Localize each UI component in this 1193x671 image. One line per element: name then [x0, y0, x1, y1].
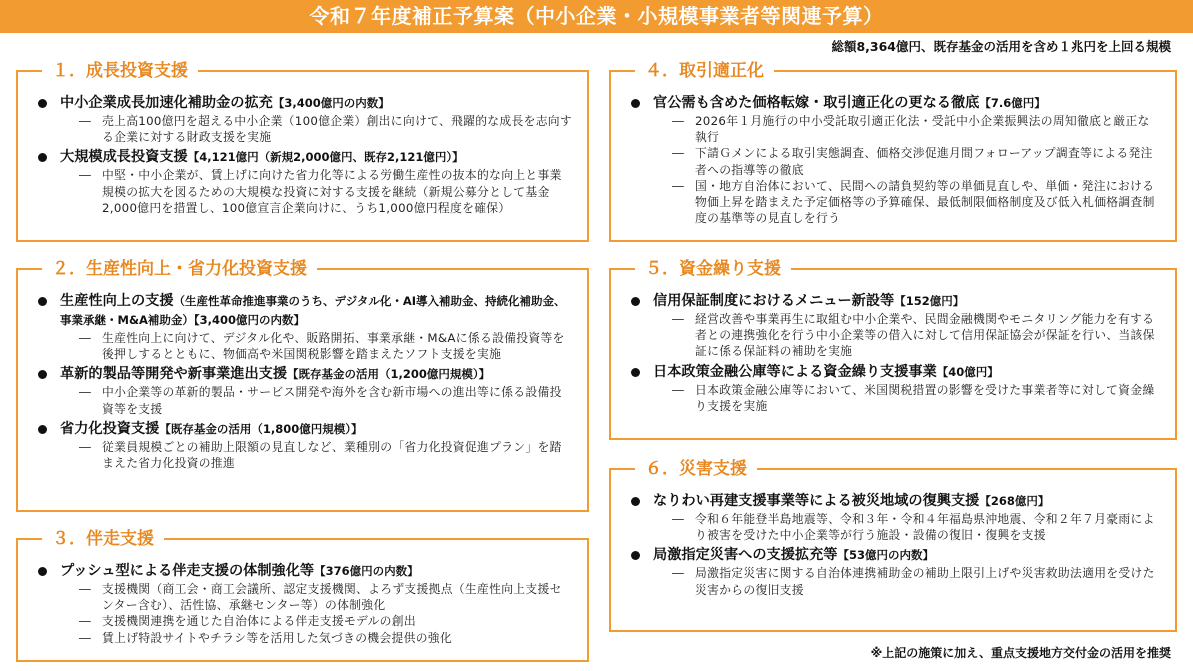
bullet-icon [631, 99, 640, 108]
measure-heading [34, 94, 573, 113]
measure-title: 生産性向上の支援 [60, 293, 174, 309]
total-budget-subtitle: 総額8,364億円、既存基金の活用を含め１兆円を上回る規模 [831, 39, 1171, 54]
bullet-icon [38, 153, 47, 162]
dash-icon: ― [78, 614, 92, 629]
measure-title: 官公需も含めた価格転嫁・取引適正化の更なる徹底 [653, 95, 980, 111]
measure-detail [627, 511, 1161, 543]
measure-detail [34, 581, 573, 613]
footer-note: ※上記の施策に加え、重点支援地方交付金の活用を推奨 [870, 646, 1171, 660]
dash-icon: ― [671, 114, 685, 128]
detail-text: 下請Ｇメンによる取引実態調査、価格交渉促進月間フォローアップ調査等による発注者への指導等の徹底 [695, 146, 1153, 177]
section-title: １．成長投資支援 [42, 58, 198, 84]
detail-text: 経営改善や事業再生に取組む中小企業や、民間金融機関やモニタリング能力を有する者との連携強化を行う中小企業等の借入に対して信用保証協会が保証を行い、当該保証に係る保証料の補助を実施 [695, 312, 1155, 359]
bullet-icon [631, 297, 640, 306]
measure-title: 大規模成長投資支援 [60, 149, 188, 166]
section-title: ４．取引適正化 [635, 58, 774, 84]
dash-icon: ― [78, 168, 92, 183]
measure-item [34, 94, 573, 145]
bullet-icon [38, 99, 47, 108]
detail-text: 局激指定災害に関する自治体連携補助金の補助上限引上げや災害救助法適用を受けた災害からの復旧支援 [695, 566, 1155, 597]
measure-note: （生産性革命推進事業のうち、デジタル化・AI導入補助金、持続化補助金、事業承継・M&A補助金） [60, 294, 566, 327]
measure-title: 革新的製品等開発や新事業進出支援 [60, 366, 288, 383]
measure-heading [34, 292, 573, 330]
measure-detail [627, 382, 1161, 414]
dash-icon: ― [671, 178, 685, 193]
measure-heading [627, 492, 1161, 511]
measure-detail [627, 178, 1161, 227]
measure-detail [627, 565, 1161, 597]
measure-title: 局激指定災害への支援拡充等 [653, 547, 838, 564]
detail-text: 中小企業等の革新的製品・サービス開発や海外を含む新市場への進出等に係る設備投資等を支援 [102, 385, 562, 416]
dash-icon: ― [671, 512, 685, 526]
dash-icon: ― [671, 566, 685, 581]
measure-heading [627, 94, 1161, 113]
budget-amount: 【7.6億円】 [979, 96, 1046, 110]
section-content [34, 562, 573, 649]
measure-detail [34, 167, 573, 216]
budget-amount: 【53億円の内数】 [837, 548, 934, 563]
measure-detail [34, 613, 573, 629]
measure-title: 省力化投資支援 [60, 420, 160, 437]
dash-icon: ― [78, 385, 92, 400]
detail-text: 2026年１月施行の中小受託取引適正化法・受託中小企業振興法の周知徹底と厳正な執行 [695, 114, 1150, 145]
section-box [16, 61, 589, 242]
measure-heading [34, 365, 573, 384]
budget-amount: 【3,400億円の内数】 [272, 96, 390, 110]
detail-text: 従業員規模ごとの補助上限額の見直しなど、業種別の「省力化投資促進プラン」を踏まえた省力化投資の推進 [102, 439, 562, 471]
budget-amount: 【40億円】 [936, 364, 999, 379]
measure-detail [34, 330, 573, 362]
detail-text: 売上高100億円を超える中小企業（100億企業）創出に向けて、飛躍的な成長を志向する企業に対する財政支援を実施 [102, 114, 572, 145]
budget-amount: 【4,121億円（新規2,000億円、既存2,121億円）】 [187, 150, 464, 165]
measure-detail [627, 145, 1161, 177]
measure-item [34, 148, 573, 216]
budget-amount: 【3,400億円の内数】 [193, 313, 305, 327]
budget-amount: 【既存基金の活用（1,800億円規模）】 [159, 421, 363, 436]
section-title: ６．災害支援 [635, 456, 757, 482]
measure-detail [627, 311, 1161, 360]
budget-amount: 【268億円】 [979, 494, 1050, 508]
bullet-icon [631, 368, 640, 377]
bullet-icon [38, 567, 47, 576]
section-title: ３．伴走支援 [42, 526, 164, 552]
dash-icon: ― [78, 331, 92, 345]
section-content [34, 94, 573, 219]
measure-heading [627, 292, 1161, 311]
measure-heading [627, 546, 1161, 565]
detail-text: 令和６年能登半島地震等、令和３年・令和４年福島県沖地震、令和２年７月豪雨により被害を受けた中小企業等が行う施設・設備の復旧・復興を支援 [695, 512, 1155, 543]
bullet-icon [38, 425, 47, 434]
section-content [627, 292, 1161, 417]
page-title: 令和７年度補正予算案（中小企業・小規模事業者等関連予算） [0, 0, 1193, 33]
dash-icon: ― [671, 146, 685, 161]
bullet-icon [38, 370, 47, 379]
measure-detail [34, 439, 573, 471]
measure-item [627, 94, 1161, 226]
measure-item [34, 562, 573, 646]
dash-icon: ― [78, 630, 92, 645]
measure-title: なりわい再建支援事業等による被災地域の復興支援 [653, 493, 980, 509]
measure-item [34, 420, 573, 471]
dash-icon: ― [78, 582, 92, 596]
measure-heading [34, 420, 573, 439]
measure-detail [34, 384, 573, 416]
bullet-icon [38, 297, 47, 306]
measure-detail [34, 630, 573, 646]
bullet-icon [631, 551, 640, 560]
measure-item [627, 546, 1161, 597]
measure-title: 日本政策金融公庫等による資金繰り支援事業 [653, 363, 937, 380]
budget-amount: 【152億円】 [894, 294, 965, 308]
detail-text: 生産性向上に向けて、デジタル化や、販路開拓、事業承継・M&Aに係る設備投資等を後押しするとともに、物価高や米国関税影響を踏まえたソフト支援を実施 [102, 331, 565, 362]
detail-text: 支援機関（商工会・商工会議所、認定支援機関、よろず支援拠点（生産性向上支援センター含む）、活性協、承継センター等）の体制強化 [102, 582, 562, 613]
section-box [16, 259, 589, 512]
measure-item [627, 363, 1161, 414]
budget-amount: 【376億円の内数】 [314, 564, 419, 578]
detail-text: 支援機関連携を通じた自治体による伴走支援モデルの創出 [102, 614, 416, 629]
detail-text: 賃上げ特設サイトやチラシ等を活用した気づきの機会提供の強化 [102, 630, 452, 645]
section-box [609, 459, 1177, 632]
detail-text: 中堅・中小企業が、賃上げに向けた省力化等による労働生産性の抜本的な向上と事業規模の拡大を図るための大規模な投資に対する支援を継続（新規公募分として基金2,000億円を措置し、100億宣言企業向けに、うち1,000億円程度を確保） [102, 168, 562, 215]
dash-icon: ― [78, 439, 92, 454]
measure-title: 中小企業成長加速化補助金の拡充 [60, 95, 273, 111]
measure-item [627, 292, 1161, 360]
section-title: ５．資金繰り支援 [635, 256, 791, 282]
measure-item [34, 365, 573, 416]
measure-title: プッシュ型による伴走支援の体制強化等 [60, 563, 315, 579]
section-content [34, 292, 573, 474]
dash-icon: ― [78, 114, 92, 128]
bullet-icon [631, 497, 640, 506]
measure-heading [34, 562, 573, 581]
dash-icon: ― [671, 312, 685, 326]
section-content [627, 94, 1161, 229]
section-content [627, 492, 1161, 601]
section-title: ２．生産性向上・省力化投資支援 [42, 256, 317, 282]
section-box [16, 529, 589, 662]
measure-heading [627, 363, 1161, 382]
measure-item [627, 492, 1161, 543]
measure-detail [627, 113, 1161, 145]
measure-heading [34, 148, 573, 167]
budget-amount: 【既存基金の活用（1,200億円規模）】 [287, 367, 491, 382]
section-box [609, 259, 1177, 440]
dash-icon: ― [671, 382, 685, 397]
detail-text: 国・地方自治体において、民間への請負契約等の単価見直しや、単価・発注における物価上昇を踏まえた予定価格等の予算確保、最低制限価格制度及び低入札価格調査制度の基準等の見直しを行う [695, 178, 1155, 226]
detail-text: 日本政策金融公庫等において、米国関税措置の影響を受けた事業者等に対して資金繰り支援を実施 [695, 382, 1155, 413]
measure-detail [34, 113, 573, 145]
measure-title: 信用保証制度におけるメニュー新設等 [653, 293, 895, 309]
section-box [609, 61, 1177, 242]
measure-item [34, 292, 573, 362]
